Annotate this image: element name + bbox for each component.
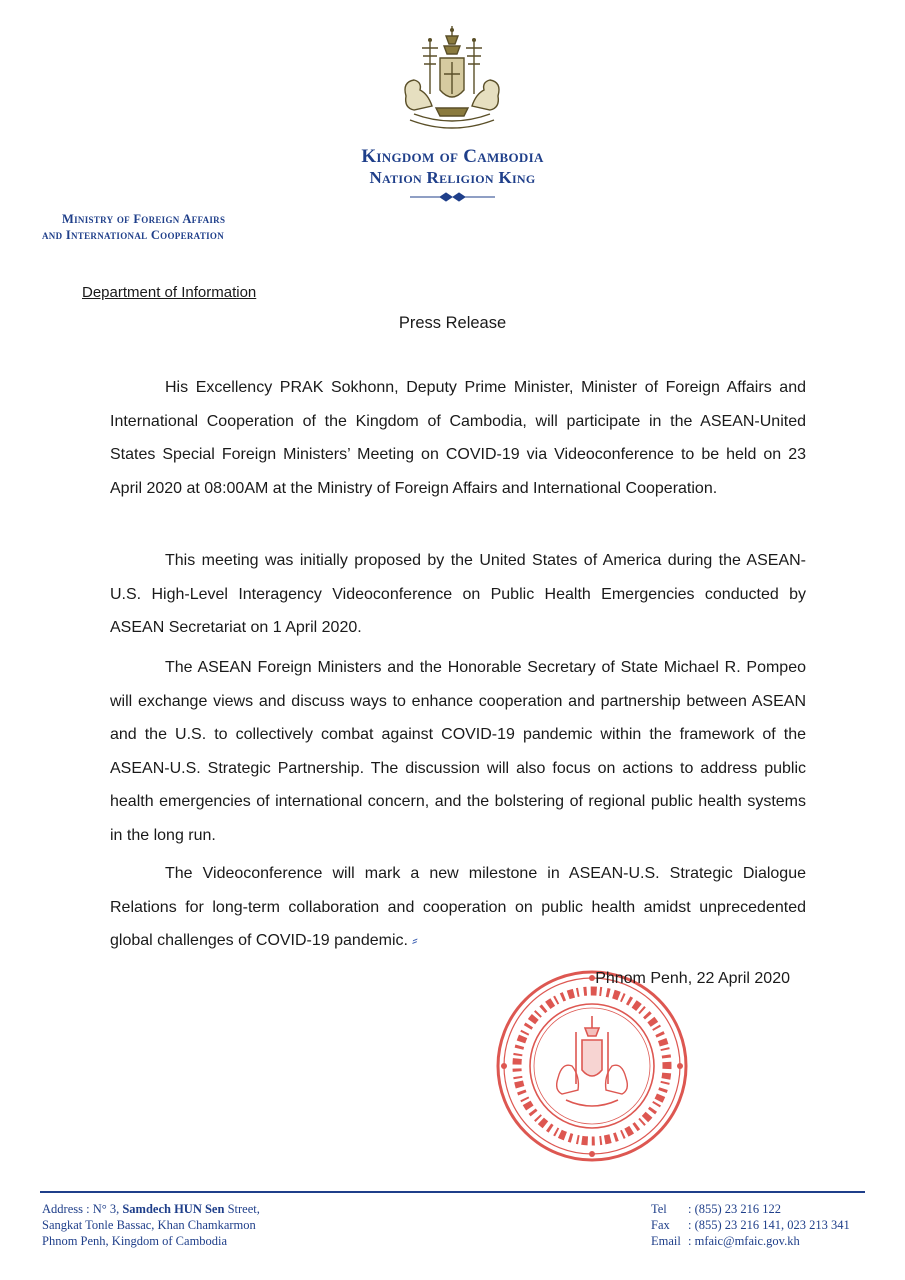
paragraph-4 — [110, 857, 806, 958]
email-value[interactable]: : mfaic@mfaic.gov.kh — [688, 1234, 800, 1248]
initial-mark: ⸗ — [412, 932, 418, 949]
footer-contact — [651, 1201, 850, 1249]
paragraph-1 — [110, 371, 806, 505]
address-prefix: Address : N° 3, — [42, 1202, 123, 1216]
address-suffix: Street, — [224, 1202, 260, 1216]
address-street-name: Samdech HUN Sen — [122, 1202, 225, 1216]
contact-tel — [651, 1201, 850, 1217]
kingdom-title: Kingdom of Cambodia — [361, 146, 544, 167]
tel-label: Tel — [651, 1202, 667, 1216]
paragraph-1-text: , Deputy Prime Minister, Minister of Foreign Affairs and International Cooperation of the Kingdom of Cambodia, will participate in the ASEAN-United States Special Foreign Ministers’ Meeting on COVID-19 via Videoconference to be held on 23 April 2020 at 08:00AM at the Ministry of Foreign Affairs and International Cooperation. — [110, 379, 806, 497]
paragraph-2: This meeting was initially proposed by the United States of America during the ASEAN-U.S. High-Level Interagency Videoconference on Public Health Emergencies conducted by ASEAN Secretariat on 1 April 2020. — [110, 552, 806, 636]
contact-email — [651, 1233, 850, 1249]
email-label: Email — [651, 1234, 681, 1248]
ornamental-divider-icon — [410, 191, 495, 203]
paragraph-3: The ASEAN Foreign Ministers and the Honorable Secretary of State Michael R. Pompeo will exchange views and discuss ways to enhance cooperation and partnership between ASEAN and the U.S. to collectively combat against COVID-19 pandemic within the framework of the ASEAN-U.S. Strategic Partnership. The discussion will also focus on actions to address public health emergencies of international concern, and the bolstering of regional public health systems in the long run. — [110, 659, 806, 844]
document-title: Press Release — [398, 314, 507, 332]
contact-fax — [651, 1217, 850, 1233]
fax-label: Fax — [651, 1218, 670, 1232]
ministry-name-line1: Ministry of Foreign Affairs — [62, 212, 226, 226]
ministry-name-line2: and International Cooperation — [42, 228, 225, 242]
ministry-official-seal-icon — [492, 966, 692, 1166]
national-motto: Nation Religion King — [369, 168, 536, 187]
tel-value: : (855) 23 216 122 — [688, 1202, 782, 1216]
footer-address — [42, 1201, 260, 1249]
cambodia-royal-coat-of-arms-icon — [392, 24, 512, 142]
paragraph-1-lead: His Excellency PRAK Sokhonn — [165, 379, 395, 396]
place-and-date: Phnom Penh, 22 April 2020 — [595, 970, 790, 987]
footer-divider — [40, 1191, 865, 1193]
address-line-3: Phnom Penh, Kingdom of Cambodia — [42, 1234, 228, 1248]
address-line-1 — [42, 1201, 260, 1217]
fax-value: : (855) 23 216 141, 023 213 341 — [688, 1218, 850, 1232]
department-name: Department of Information — [82, 284, 257, 301]
paragraph-4-text: The Videoconference will mark a new milestone in ASEAN-U.S. Strategic Dialogue Relations for long-term collaboration and cooperation on public health amidst unprecedented global challenges of COVID-19 pandemic. — [110, 865, 806, 949]
address-line-2: Sangkat Tonle Bassac, Khan Chamkarmon — [42, 1218, 256, 1232]
